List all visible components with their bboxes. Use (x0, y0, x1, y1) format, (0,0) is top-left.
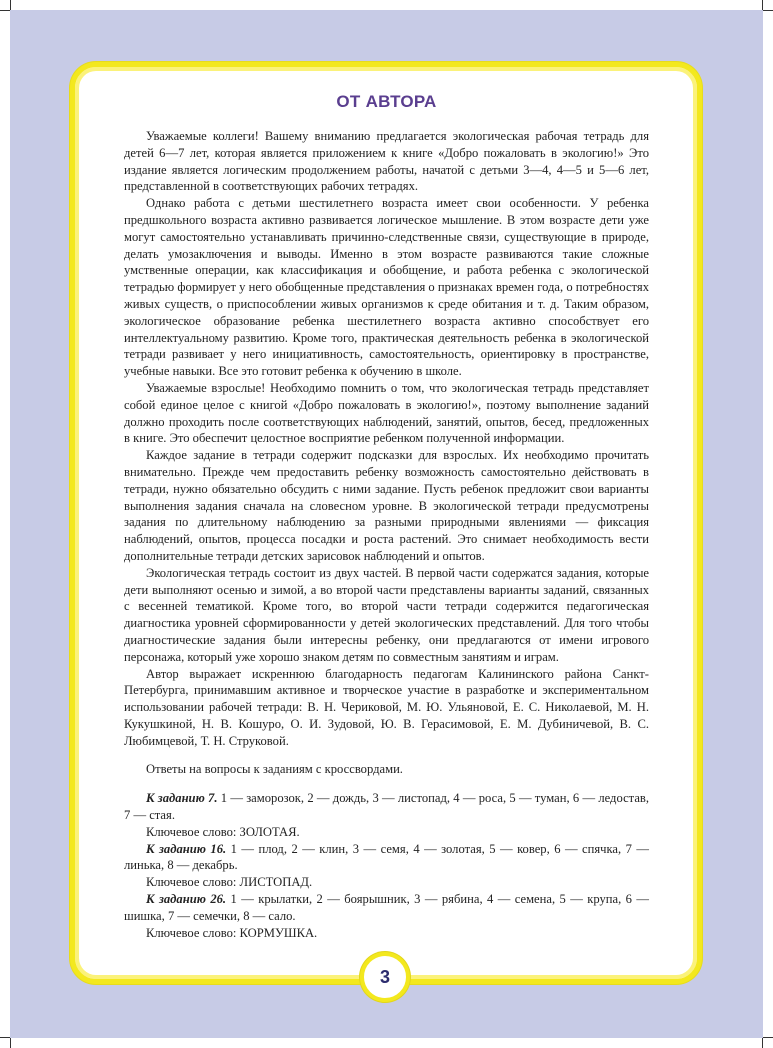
answers-heading: Ответы на вопросы к заданиям с кроссвордами. (146, 762, 403, 777)
crop-mark (762, 1038, 763, 1048)
spacer (124, 778, 649, 790)
paragraph: Каждое задание в тетради содержит подсказки для взрослых. Их необходимо прочитать внимательно. Прежде чем предоставить ребенку возможность самостоятельно действовать в тетради, нужно обязательно обсудить с ними задание. Пусть ребенок предложит свои варианты выполнения задания сначала на словесном уровне. В экологической тетради предусмотрены задания по длительному наблюдению за разными природными явлениями — фиксация наблюдений, опытов, процесса посадки и роста растений. Это снимает необходимость вести дополнительные тетради детских зарисовок наблюдений и опытов. (124, 448, 649, 563)
answer-text: 1 — заморозок, 2 — дождь, 3 — листопад, 4 — роса, 5 — туман, 6 — ледостав, 7 — стая. (124, 791, 649, 823)
crop-mark (763, 1037, 773, 1038)
crop-mark (762, 0, 763, 10)
answer-item (124, 891, 649, 925)
answer-lead: К заданию 26. (146, 892, 227, 907)
crop-mark (0, 10, 10, 11)
paragraph: Уважаемые коллеги! Вашему вниманию предлагается экологическая рабочая тетрадь для детей 6—7 лет, которая является приложением к книге «Добро пожаловать в экологию!» Это издание является логическим продолжением работы, начатой с детьми 3—4, 4—5 и 5—6 лет, представленной в соответствующих рабочих тетрадях. (124, 129, 649, 194)
answer-keyword: Ключевое слово: КОРМУШКА. (146, 925, 318, 940)
page-number: 3 (360, 952, 410, 1002)
paragraph: Автор выражает искреннюю благодарность педагогам Калининского района Санкт-Петербурга, принимавшим активное и творческое участие в разработке и экспериментальном использовании рабочей тетради: В. Н. Чериковой, М. Ю. Ульяновой, Е. С. Николаевой, М. Н. Кукушкиной, Н. В. Кошуро, О. И. Зудовой, Ю. В. Герасимовой, Е. М. Дубиничевой, В. С. Любимцевой, Т. Н. Струковой. (124, 666, 649, 748)
body-text (124, 128, 649, 941)
answer-text: 1 — плод, 2 — клин, 3 — семя, 4 — золотая, 5 — ковер, 6 — спячка, 7 — линька, 8 — декабрь. (124, 841, 649, 873)
page-title: ОТ АВТОРА (336, 92, 437, 111)
spacer (124, 749, 649, 761)
answer-item (124, 790, 649, 824)
paragraph: Экологическая тетрадь состоит из двух частей. В первой части содержатся задания, которые дети выполняют осенью и зимой, а во второй части представлены варианты заданий, связанных с весенней тематикой. Кроме того, во второй части тетради содержится педагогическая диагностика уровней сформированности у детей экологических представлений. Для того чтобы диагностические задания были интересны ребенку, они предлагаются от имени игрового персонажа, который уже хорошо знаком детям по совместным занятиям и играм. (124, 565, 649, 664)
crop-mark (10, 1038, 11, 1048)
answer-keyword: Ключевое слово: ЛИСТОПАД. (146, 875, 313, 890)
crop-mark (0, 1037, 10, 1038)
answer-keyword: Ключевое слово: ЗОЛОТАЯ. (146, 824, 300, 839)
paragraph: Однако работа с детьми шестилетнего возраста имеет свои особенности. У ребенка предшкольного возраста активно развивается логическое мышление. В этом возрасте дети уже могут самостоятельно устанавливать причинно-следственные связи, существующие в природе, делать умозаключения и выводы. Именно в этом возрасте развиваются такие сложные умственные операции, как классификация и обобщение, и работа ребенка с экологической тетрадью формирует у него обобщенные представления о признаках времен года, о потребностях живых существ, о приспособлении живых организмов к среде обитания и т. д. Таким образом, экологическое образование ребенка шестилетнего возраста активно способствует его интеллектуальному развитию. Кроме того, практическая деятельность ребенка в экологической тетради развивает у него инициативность, самостоятельность, ориентировку в пространстве, учебные навыки. Все это готовит ребенка к обучению в школе. (124, 196, 649, 379)
answer-text: 1 — крылатки, 2 — боярышник, 3 — рябина, 4 — семена, 5 — крупа, 6 — шишка, 7 — семечки, 8 — сало. (124, 892, 649, 923)
answer-lead: К заданию 7. (146, 791, 218, 806)
crop-mark (10, 0, 11, 10)
answer-item (124, 841, 649, 875)
answer-lead: К заданию 16. (146, 841, 227, 856)
crop-mark (763, 10, 773, 11)
paragraph: Уважаемые взрослые! Необходимо помнить о том, что экологическая тетрадь представляет собой единое целое с книгой «Добро пожаловать в экологию!», поэтому выполнение заданий должно проходить после соответствующих наблюдений, занятий, опытов, бесед, предложенных в книге. Это обеспечит целостное восприятие ребенком полученной информации. (124, 380, 649, 446)
